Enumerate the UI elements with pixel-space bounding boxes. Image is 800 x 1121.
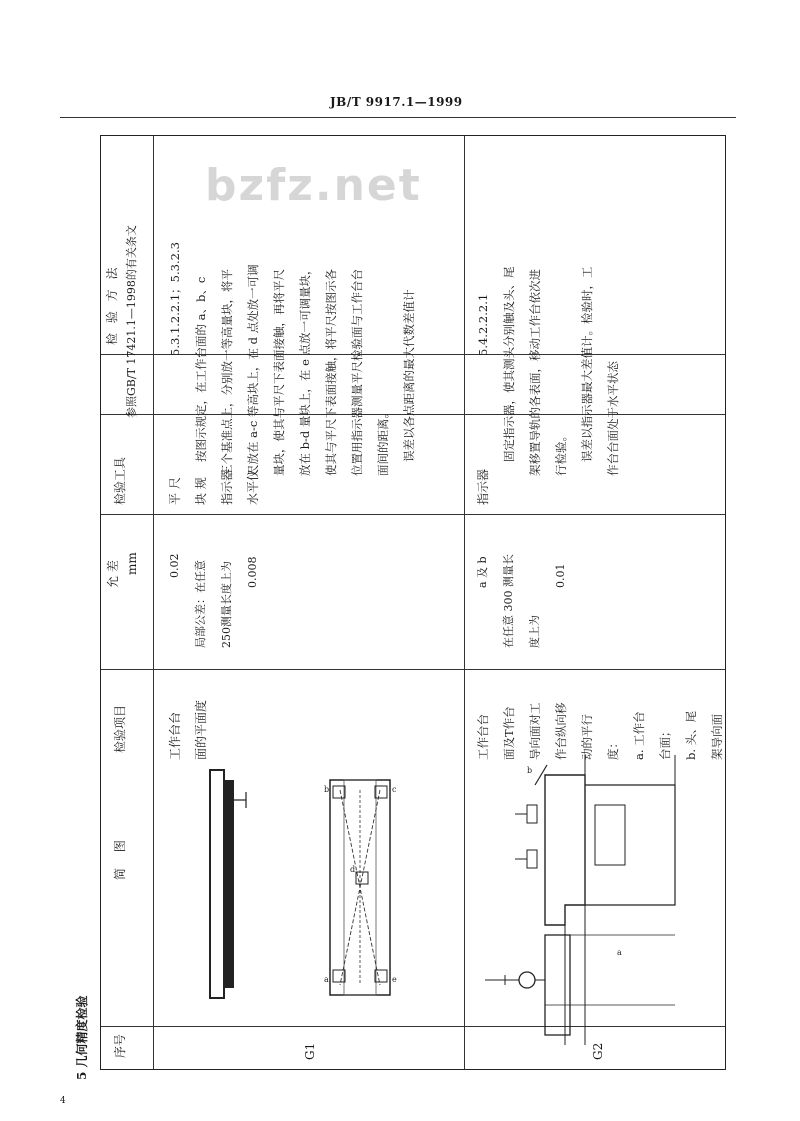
g1-label-b: b xyxy=(324,785,330,794)
g1-gauge-block-d xyxy=(356,872,368,884)
header-diagram: 简 图 xyxy=(113,834,127,880)
header-seq: 序号 xyxy=(113,1033,127,1058)
divider-diagram xyxy=(101,669,725,670)
watermark: bzfz.net xyxy=(205,160,422,211)
row-g1-tools: 平 尺 块 规 指示器 水平仪 xyxy=(168,468,260,505)
row-g1-seq: G1 xyxy=(303,1042,317,1060)
row-g2-method: 5.4.2.2.2.1 固定指示器，使其测头分别触及头、尾 架移置导轨的各表面，移动工作台依次进 行检验。 误差以指示器最大差值计。检验时，工 作台台面处于水平状态 xyxy=(476,266,620,476)
header-tolerance-unit: mm xyxy=(125,552,139,575)
page-number: 4 xyxy=(60,1096,66,1106)
g2-worktable xyxy=(545,935,570,1035)
g1-label-e: e xyxy=(392,975,397,984)
g1-label-c: c xyxy=(392,785,397,794)
g1-diagram xyxy=(180,760,420,1010)
row-g1-tolerance: 0.02 局部公差：在任意 250测量长度上为 0.008 xyxy=(168,553,259,648)
row-g2-tools: 指示器 xyxy=(476,468,490,505)
header-tolerance: 允 差 xyxy=(106,560,120,588)
row-g2-item: 工作台台 面及T作台 导向面对工 作台纵向移 动的平行 度： a. 工作台 台面； b. 头、尾 架导向面 xyxy=(476,702,724,760)
g1-gauge-block-b xyxy=(333,786,345,798)
g2-indicator-1 xyxy=(527,805,537,823)
g2-label-b: b xyxy=(527,766,533,775)
row-g2-tolerance: a 及 b 在任意 300 测量长 度上为 0.01 xyxy=(476,554,567,648)
g1-label-d: d xyxy=(350,865,356,874)
g2-label-a: a xyxy=(617,948,622,957)
section-title: 5 几何精度检验 xyxy=(75,995,89,1080)
g1-label-a: a xyxy=(324,975,329,984)
g2-diagram xyxy=(475,755,715,1055)
row-g2-seq: G2 xyxy=(591,1042,605,1060)
header-method-ref: 参照GB/T 17421.1—1998的有关条文 xyxy=(125,225,138,418)
g1-gauge-block-c xyxy=(375,786,387,798)
g1-table-side xyxy=(210,770,224,998)
g2-indicator-2 xyxy=(527,850,537,868)
standard-number: JB/T 9917.1—1999 xyxy=(330,95,463,109)
header-rule xyxy=(60,117,736,118)
header-item: 检验项目 xyxy=(113,704,127,753)
row-g1-method: 5.3.1.2.2.1；5.3.2.3 按图示规定，在工作台面的 a、b、c 三个基准点上，分别放一等高量块，将平 尺放在 a-c 等高块上，在 d 点处放一可调 量块，使其与平尺下表面接触，再将平尺 放在 b-d 量块上，在 e 点放一可调量块， 使其与平尺下表面接触，将平尺按图示各 位置用指示器测量平尺检验面与工作台台 面间的距离。 误差以各点距离的最大代数差值计 xyxy=(168,242,416,476)
g1-straightedge xyxy=(224,780,234,988)
row-g1-item: 工作台台 面的平面度 xyxy=(168,699,208,760)
g1-gauge-block-e xyxy=(375,970,387,982)
divider-item xyxy=(101,514,725,515)
header-method: 检 验 方 法 xyxy=(105,264,119,345)
g2-guide-block xyxy=(545,775,585,925)
header-tools: 检验工具 xyxy=(113,456,127,505)
g1-gauge-block-a xyxy=(333,970,345,982)
g2-dial-indicator xyxy=(519,972,535,988)
divider-row-g1-g2 xyxy=(464,136,465,1069)
divider-header-row xyxy=(153,136,154,1069)
